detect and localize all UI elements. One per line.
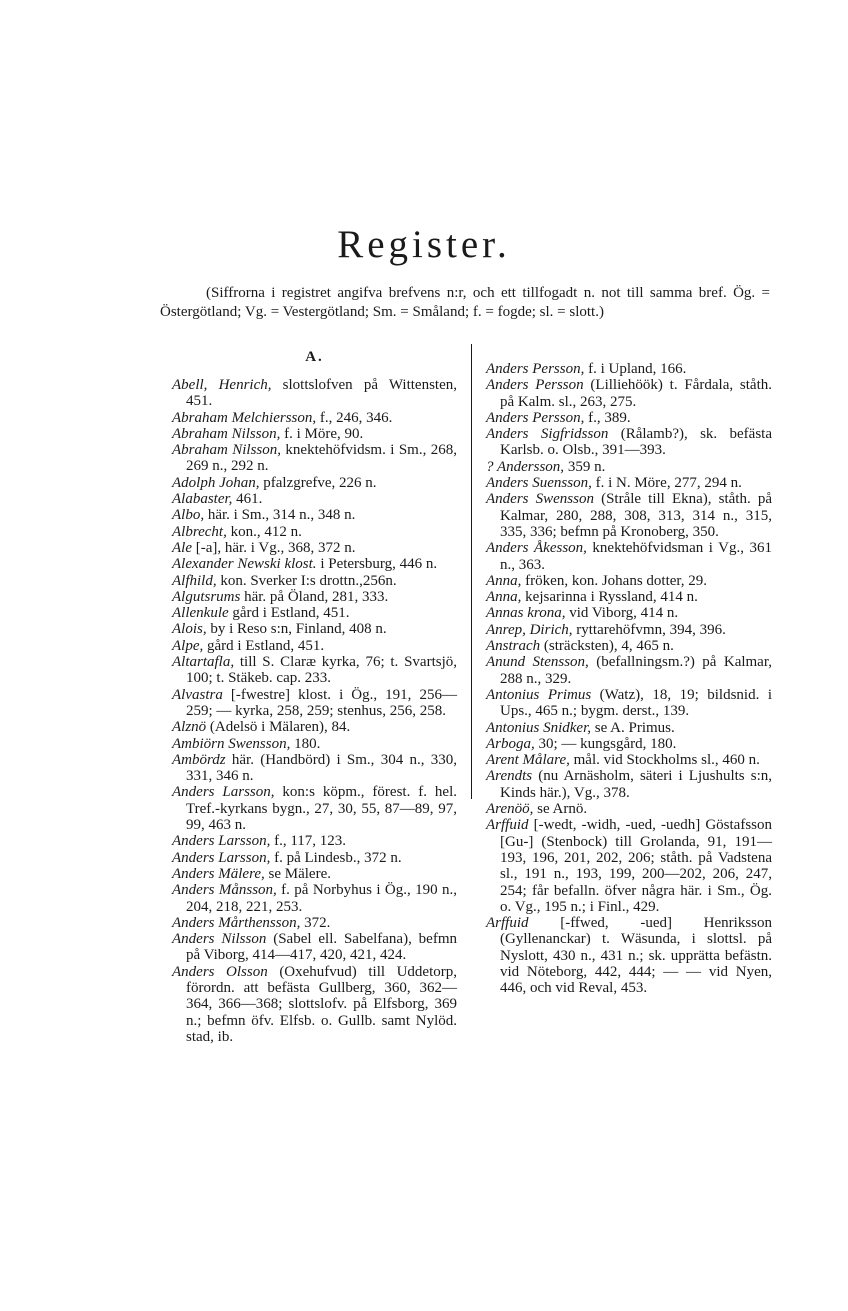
entry-text: vid Viborg, 414 n. [565, 605, 679, 622]
register-entry [486, 459, 772, 475]
entry-name: Anders Månsson, [172, 882, 277, 899]
entry-text: knektehöfvidsman i Vg., 361 n., 363. [500, 540, 772, 573]
register-entry [486, 736, 772, 752]
register-entry [172, 589, 457, 605]
entry-name: Anders Larsson, [172, 784, 275, 801]
entry-text: fröken, kon. Johans dotter, 29. [521, 572, 708, 589]
register-entry [172, 377, 457, 410]
entry-name: Alvastra [172, 686, 223, 703]
entry-text: [-a], här. i Vg., 368, 372 n. [192, 539, 356, 556]
entry-name: Anna, [486, 589, 522, 606]
register-entry [172, 687, 457, 720]
entry-text: i Petersburg, 446 n. [316, 556, 438, 573]
register-entry [486, 491, 772, 540]
register-entry [172, 833, 457, 849]
entry-text: se Arnö. [533, 801, 588, 818]
register-entry [486, 475, 772, 491]
register-entry [486, 361, 772, 377]
entry-text: f. i Upland, 166. [584, 361, 687, 377]
entry-name: Arffuid [486, 817, 529, 834]
register-entry [486, 377, 772, 410]
register-entry [486, 752, 772, 768]
register-entry [486, 605, 772, 621]
entry-text: (Rålamb?), sk. befästa Karlsb. o. Olsb., 391—393. [500, 426, 772, 459]
entry-name: Anders Mälere, [172, 865, 265, 882]
entry-name: Anders Swensson [486, 491, 594, 508]
entry-name: Abraham Melchiersson, [172, 409, 317, 426]
entry-name: Allenkule [172, 605, 229, 622]
register-entry [172, 915, 457, 931]
register-entry [486, 768, 772, 801]
entry-name: Arenöö, [486, 801, 534, 818]
entry-name: Alois, [172, 621, 207, 638]
entry-name: Abraham Nilsson, [172, 425, 281, 442]
entry-name: Arent Målare, [486, 752, 570, 769]
register-column-left [172, 349, 458, 1045]
entry-name: Anrep, Dirich, [486, 621, 573, 638]
intro-text: (Siffrorna i registret angifva brefvens n:r, och ett tillfogadt n. not till samma bref. Ög. = Östergötland; Vg. = Vestergötland; Sm. = Småland; f. = fogde; sl. = slott.) [160, 285, 770, 320]
entry-name: Anund Stensson, [486, 654, 589, 671]
entry-text: kon. Sverker I:s drottn.,256n. [216, 572, 397, 589]
register-entry [486, 589, 772, 605]
register-entry [172, 638, 457, 654]
entry-name: Adolph Johan, [172, 474, 260, 491]
entry-name: Abell, Henrich, [172, 377, 272, 393]
register-entry [172, 621, 457, 637]
entry-text: knektehöfvidsm. i Sm., 268, 269 n., 292 n. [186, 442, 457, 475]
entry-text: f. på Lindesb., 372 n. [270, 849, 402, 866]
register-entry [172, 882, 457, 915]
entry-name: Ale [172, 539, 192, 556]
entry-name: Anders Persson, [486, 361, 585, 377]
entry-list-left [172, 377, 457, 1045]
entry-text: f., 246, 346. [316, 409, 393, 426]
entry-name: Arboga, [486, 735, 535, 752]
entry-name: Alpe, [172, 637, 204, 654]
entry-text: till S. Claræ kyrka, 76; t. Svartsjö, 100; t. Stäkeb. cap. 233. [186, 654, 457, 687]
entry-text: (Adelsö i Mälaren), 84. [206, 719, 351, 736]
entry-text: f. i Möre, 90. [280, 425, 364, 442]
register-entry [172, 573, 457, 589]
register-entry [486, 720, 772, 736]
entry-text: mål. vid Stockholms sl., 460 n. [569, 752, 760, 769]
entry-name: Albo, [172, 507, 205, 524]
entry-text: 180. [290, 735, 321, 752]
register-entry [172, 964, 457, 1045]
entry-name: Antonius Primus [486, 686, 592, 703]
entry-text: f., 117, 123. [270, 833, 347, 850]
entry-name: Abraham Nilsson, [172, 442, 282, 459]
entry-text: kejsarinna i Ryssland, 414 n. [521, 589, 698, 606]
entry-name: Anders Nilsson [172, 931, 267, 948]
register-entry [486, 540, 772, 573]
register-entry [172, 736, 457, 752]
entry-text: 30; — kungsgård, 180. [534, 735, 677, 752]
register-entry [486, 915, 772, 996]
entry-text: här. (Handbörd) i Sm., 304 n., 330, 331, 346 n. [186, 751, 457, 785]
entry-text: gård i Estland, 451. [203, 637, 325, 654]
register-entry [486, 817, 772, 915]
entry-name: Anders Larsson, [172, 849, 271, 866]
entry-name: Alabaster, [172, 491, 233, 508]
register-entry [172, 491, 457, 507]
entry-text: kon:s köpm., förest. f. hel. Tref.-kyrkans bygn., 27, 30, 55, 87—89, 97, 99, 463 n. [186, 784, 457, 834]
entry-name: Arendts [486, 768, 533, 785]
register-column-right [486, 361, 772, 997]
entry-text: kon., 412 n. [226, 523, 302, 540]
entry-name: Annas krona, [486, 605, 566, 622]
entry-text: f. i N. Möre, 277, 294 n. [591, 475, 742, 492]
register-entry [172, 850, 457, 866]
register-entry [172, 784, 457, 833]
entry-name: Alfhild, [172, 572, 217, 589]
entry-name: Anders Mårthensson, [172, 914, 301, 931]
register-entry [172, 719, 457, 735]
register-entry [486, 410, 772, 426]
entry-name: Anders Åkesson, [486, 540, 587, 557]
entry-text: slottslofven på Wittensten, 451. [186, 377, 458, 410]
register-entry [172, 654, 457, 687]
entry-name: Arffuid [486, 915, 529, 932]
entry-name: Altartafla, [172, 654, 235, 671]
entry-name: Anna, [486, 572, 522, 589]
page-title: Register. [337, 223, 511, 266]
register-entry [486, 573, 772, 589]
entry-name: Albrecht, [172, 523, 227, 540]
entry-text: (sträcksten), 4, 465 n. [540, 638, 674, 655]
register-entry [486, 426, 772, 459]
register-entry [172, 410, 457, 426]
entry-text: [-fwestre] klost. i Ög., 191, 256—259; — kyrka, 258, 259; stenhus, 256, 258. [186, 686, 457, 719]
register-entry [486, 622, 772, 638]
entry-text: [-ffwed, -ued] Henriksson (Gyllenanckar) t. Wäsunda, i slottsl. på Nyslott, 430 n., 431 n.; sk. upprätta befästn. vid Nöteborg, 442, 444; — — vid Nyen, 446, och vid Reval, 453. [500, 915, 772, 997]
register-entry [172, 475, 457, 491]
entry-name: Anstrach [486, 638, 541, 655]
entry-name: Antonius Snidker, [486, 719, 591, 736]
register-entry [172, 507, 457, 523]
entry-text: 372. [300, 914, 331, 931]
entry-name: Anders Persson, [486, 409, 585, 426]
entry-text: 359 n. [564, 458, 606, 475]
register-entry [486, 801, 772, 817]
intro-note [160, 284, 770, 322]
entry-name: Anders Larsson, [172, 833, 271, 850]
entry-text: (nu Arnäsholm, säteri i Ljushults s:n, Kinds här.), Vg., 378. [500, 768, 772, 801]
entry-text: (Sabel ell. Sabelfana), befmn på Viborg, 414—417, 420, 421, 424. [186, 931, 457, 964]
entry-text: se Mälere. [264, 865, 331, 882]
register-entry [172, 931, 457, 964]
register-entry [172, 605, 457, 621]
entry-name: Alznö [172, 719, 207, 736]
entry-text: by i Reso s:n, Finland, 408 n. [206, 621, 387, 638]
entry-text: (Watz), 18, 19; bildsnid. i Ups., 465 n.; bygm. derst., 139. [500, 686, 772, 720]
register-entry [486, 638, 772, 654]
entry-name: Algutsrums [172, 588, 241, 605]
register-entry [172, 540, 457, 556]
register-entry [172, 556, 457, 572]
entry-text: gård i Estland, 451. [228, 605, 350, 622]
entry-name: Anders Olsson [172, 963, 268, 980]
entry-name: ? Andersson, [486, 458, 565, 475]
entry-name: Anders Sigfridsson [486, 426, 609, 443]
entry-text: ryttarehöfvmn, 394, 396. [572, 621, 726, 638]
entry-text: (Stråle till Ekna), ståth. på Kalmar, 280, 288, 308, 313, 314 n., 315, 335, 336; befmn på Kronoberg, 350. [500, 491, 772, 540]
entry-name: Anders Persson [486, 377, 584, 394]
register-entry [486, 654, 772, 687]
entry-text: f. på Norbyhus i Ög., 190 n., 204, 218, 221, 253. [186, 882, 457, 915]
section-letter: A. [305, 349, 324, 365]
entry-text: (befallningsm.?) på Kalmar, 288 n., 329. [500, 654, 772, 687]
entry-text: här. på Öland, 281, 333. [240, 588, 389, 605]
entry-list-right [486, 361, 772, 997]
entry-name: Alexander Newski klost. [172, 556, 317, 573]
column-divider [471, 344, 472, 799]
entry-name: Anders Suensson, [486, 475, 592, 492]
entry-text: f., 389. [584, 409, 631, 426]
register-entry [172, 426, 457, 442]
entry-text: här. i Sm., 314 n., 348 n. [204, 507, 356, 524]
register-entry [172, 752, 457, 785]
register-entry [172, 524, 457, 540]
entry-text: se A. Primus. [591, 719, 675, 736]
entry-text: (Oxehufvud) till Uddetorp, förordn. att befästa Gullberg, 360, 362—364, 366—368; slottslofv. på Elfsborg, 369 n.; befmn öfv. Elfsb. o. Gullb. samt Nylöd. stad, ib. [186, 963, 457, 1045]
entry-name: Ambiörn Swensson, [172, 735, 291, 752]
register-entry [172, 442, 457, 475]
entry-text: [-wedt, -widh, -ued, -uedh] Göstafsson [Gu-] (Stenbock) till Grolanda, 91, 191—193, 196, 201, 202, 206; ståth. på Vadstena sl., 191 n., 193, 199, 200—202, 206, 247, 254; får befalln. öfver några här. i Sm., Ög. o. Vg., 195 n.; i Finl., 429. [500, 817, 772, 915]
register-entry [486, 687, 772, 720]
entry-text: (Lilliehöök) t. Fårdala, ståth. på Kalm. sl., 263, 275. [500, 377, 772, 410]
entry-text: 461. [232, 491, 263, 508]
register-entry [172, 866, 457, 882]
entry-text: pfalzgrefve, 226 n. [259, 474, 377, 491]
entry-name: Ambördz [172, 751, 226, 768]
